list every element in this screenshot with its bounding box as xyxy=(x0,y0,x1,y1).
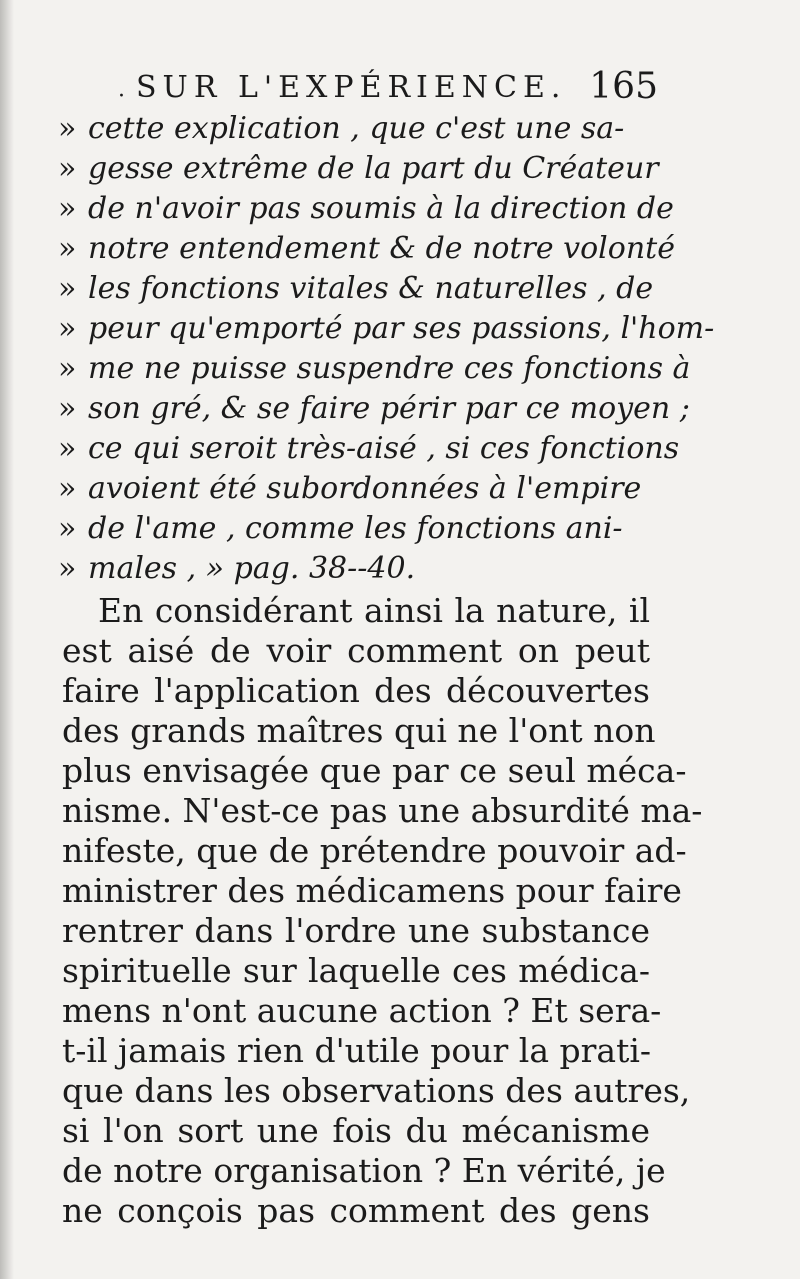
quote-line xyxy=(58,231,675,266)
paragraph-line: faire l'application des découvertes xyxy=(62,671,650,710)
paragraph-line: En considérant ainsi la nature, il xyxy=(98,591,650,630)
paragraph-line: que dans les observations des autres, xyxy=(62,1071,691,1110)
paragraph-line: est aisé de voir comment on peut xyxy=(62,631,650,670)
quote-text: gesse extrême de la part du Créateur xyxy=(88,151,659,186)
binding-shadow xyxy=(0,0,14,1279)
quote-line xyxy=(58,431,680,466)
paragraph-line: spirituelle sur laquelle ces médica- xyxy=(62,951,650,990)
page-number: 165 xyxy=(589,66,658,107)
quote-text: de l'ame , comme les fonctions ani- xyxy=(88,511,623,546)
paragraph-line: si l'on sort une fois du mécanisme xyxy=(62,1111,650,1150)
quote-marker: » xyxy=(58,471,77,506)
quote-marker: » xyxy=(58,231,77,266)
quote-text: peur qu'emporté par ses passions, l'hom- xyxy=(88,311,715,346)
running-header xyxy=(118,62,678,112)
quote-line xyxy=(58,351,691,386)
quote-marker: » xyxy=(58,151,77,186)
quote-text: cette explication , que c'est une sa- xyxy=(88,111,625,146)
quote-text: me ne puisse suspendre ces fonctions à xyxy=(88,351,691,386)
quote-line xyxy=(58,391,690,426)
quote-marker: » xyxy=(58,191,77,226)
quote-marker: » xyxy=(58,511,77,546)
paragraph-line: nisme. N'est-ce pas une absurdité ma- xyxy=(62,791,703,830)
paragraph-line: plus envisagée que par ce seul méca- xyxy=(62,751,687,790)
quote-text: les fonctions vitales & naturelles , de xyxy=(88,271,654,306)
paragraph-line: t-il jamais rien d'utile pour la prati- xyxy=(62,1031,652,1070)
quote-marker: » xyxy=(58,311,77,346)
paragraph-line: rentrer dans l'ordre une substance xyxy=(62,911,650,950)
quote-line xyxy=(58,551,416,586)
quote-line xyxy=(58,471,642,506)
quote-marker: » xyxy=(58,111,77,146)
paragraph-line: nifeste, que de prétendre pouvoir ad- xyxy=(62,831,687,870)
quote-marker: » xyxy=(58,351,77,386)
quote-text: de n'avoir pas soumis à la direction de xyxy=(88,191,674,226)
quote-text: notre entendement & de notre volonté xyxy=(88,231,675,266)
running-title: SUR L'EXPÉRIENCE. xyxy=(136,70,567,105)
quote-line xyxy=(58,111,625,146)
quote-line xyxy=(58,151,659,186)
quote-line xyxy=(58,191,674,226)
paragraph-line: ne conçois pas comment des gens xyxy=(62,1191,650,1230)
quote-line xyxy=(58,271,654,306)
quote-text: ce qui seroit très-aisé , si ces fonctions xyxy=(88,431,680,466)
paragraph-line: des grands maîtres qui ne l'ont non xyxy=(62,711,656,750)
header-dot: · xyxy=(118,84,125,109)
paragraph-line: mens n'ont aucune action ? Et sera- xyxy=(62,991,662,1030)
quote-line xyxy=(58,311,715,346)
quote-text: males , » pag. 38--40. xyxy=(88,551,416,586)
quote-marker: » xyxy=(58,271,77,306)
quote-line xyxy=(58,511,623,546)
quote-text: son gré, & se faire périr par ce moyen ; xyxy=(88,391,690,426)
quote-text: avoient été subordonnées à l'empire xyxy=(88,471,642,506)
quote-marker: » xyxy=(58,431,77,466)
paragraph-line: ministrer des médicamens pour faire xyxy=(62,871,682,910)
quote-marker: » xyxy=(58,551,77,586)
quote-marker: » xyxy=(58,391,77,426)
paragraph-line: de notre organisation ? En vérité, je xyxy=(62,1151,666,1190)
